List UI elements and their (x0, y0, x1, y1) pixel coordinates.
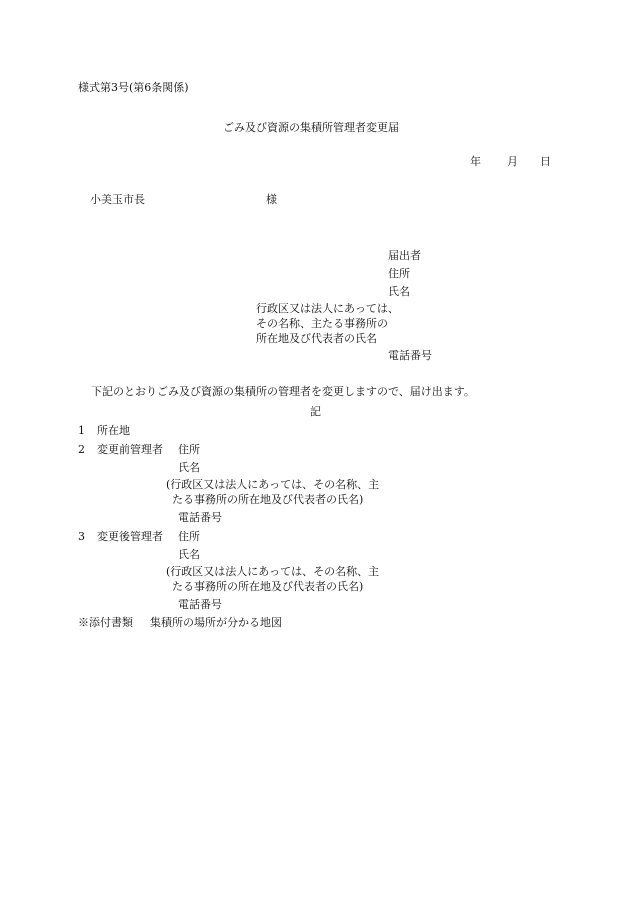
item3-note-line1: (行政区又は法人にあっては、その名称、主 (166, 565, 380, 578)
document-title: ごみ及び資源の集積所管理者変更届 (223, 121, 399, 134)
item2-name-label: 氏名 (178, 461, 200, 474)
item2-label: 変更前管理者 (97, 443, 163, 456)
item2-note-line1: (行政区又は法人にあっては、その名称、主 (166, 478, 380, 491)
applicant-address-label: 住所 (388, 267, 410, 280)
applicant-label: 届出者 (388, 249, 421, 262)
attachment-label: ※添付書類 (78, 616, 133, 629)
applicant-note-line3: 所在地及び代表者の氏名 (256, 332, 377, 345)
item3-number: 3 (78, 530, 85, 543)
item1-number: 1 (78, 424, 85, 437)
item3-label: 変更後管理者 (97, 530, 163, 543)
addressee-honorific: 様 (266, 193, 277, 206)
item3-phone-label: 電話番号 (178, 598, 222, 611)
applicant-note-line2: その名称、主たる事務所の (256, 317, 388, 330)
ki-heading: 記 (310, 405, 321, 418)
applicant-name-label: 氏名 (388, 285, 410, 298)
item1-label: 所在地 (97, 424, 130, 437)
form-number: 様式第3号(第6条関係) (78, 81, 189, 94)
item3-name-label: 氏名 (178, 548, 200, 561)
item2-number: 2 (78, 443, 85, 456)
applicant-phone-label: 電話番号 (388, 349, 432, 362)
item2-address-label: 住所 (178, 443, 200, 456)
item3-address-label: 住所 (178, 530, 200, 543)
body-text: 下記のとおりごみ及び資源の集積所の管理者を変更しますので、届け出ます。 (91, 385, 475, 398)
date-month-label: 月 (507, 155, 518, 168)
attachment-value: 集積所の場所が分かる地図 (150, 616, 282, 629)
date-year-label: 年 (470, 155, 481, 168)
date-day-label: 日 (540, 155, 551, 168)
item2-phone-label: 電話番号 (178, 511, 222, 524)
item2-note-line2: たる事務所の所在地及び代表者の氏名) (172, 493, 364, 506)
item3-note-line2: たる事務所の所在地及び代表者の氏名) (172, 580, 364, 593)
applicant-note-line1: 行政区又は法人にあっては、 (256, 302, 399, 315)
addressee-name: 小美玉市長 (90, 193, 145, 206)
